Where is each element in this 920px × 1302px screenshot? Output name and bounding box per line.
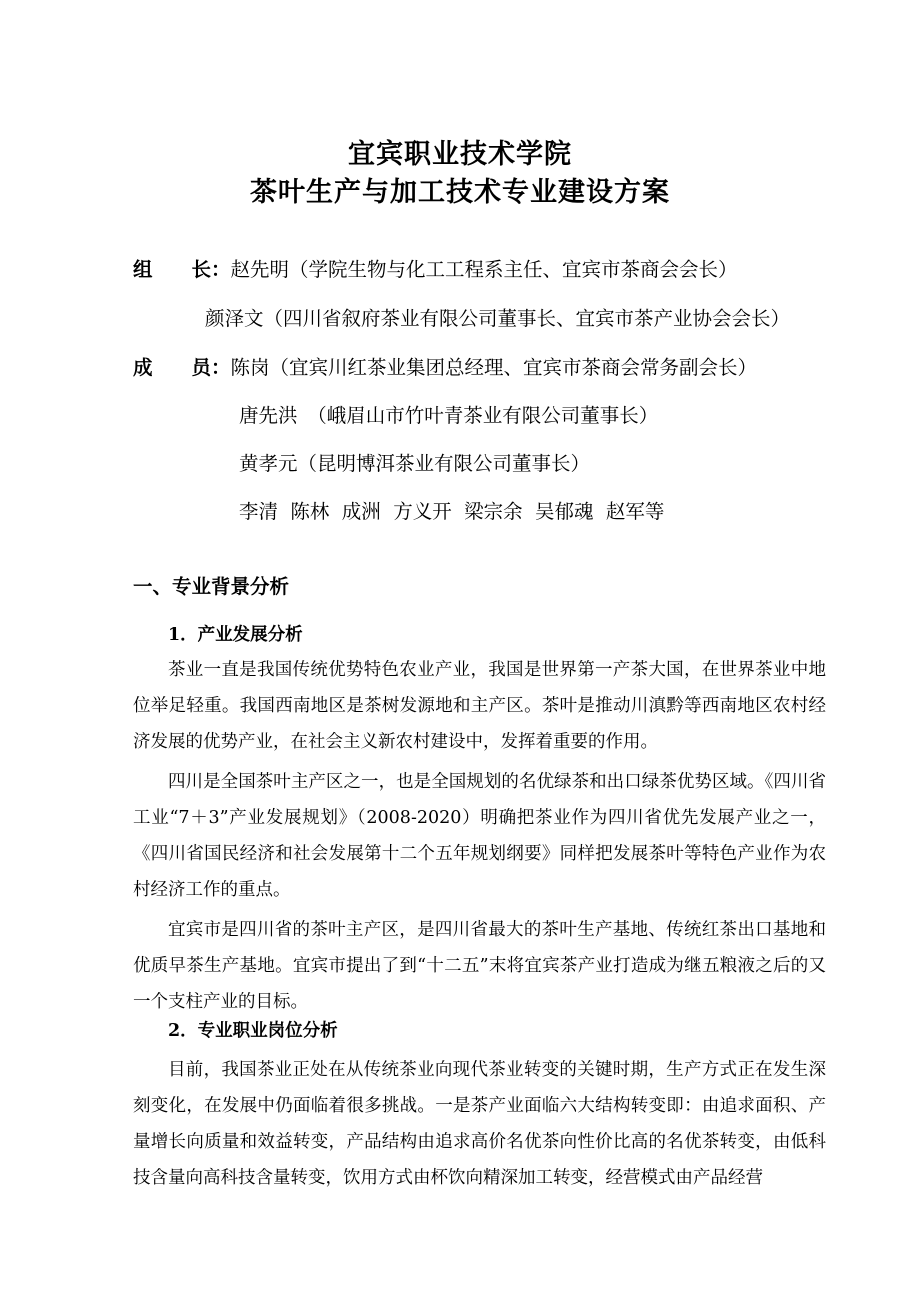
leader-label: 组 长： <box>133 258 231 281</box>
document-title: 宜宾职业技术学院 <box>348 139 572 170</box>
leader-name: 赵先明（学院生物与化工工程系主任、宜宾市茶商会会长） <box>230 258 738 281</box>
sub-heading-industry: 1．产业发展分析 <box>168 625 303 645</box>
paragraph: 四川是全国茶叶主产区之一，也是全国规划的名优绿茶和出口绿茶优势区域。《四川省工业“7＋3”产业发展规划》（2008-2020）明确把茶业作为四川省优先发展产业之一，《四川省国民经济和社会发展第十二个五年规划纲要》同样把发展茶叶等特色产业作为农村经济工作的重点。 <box>133 772 826 900</box>
member-name: 李清 陈林 成洲 方义开 梁宗余 吴郁魂 赵军等 <box>239 500 665 523</box>
member-line-3 <box>239 450 590 478</box>
member-line-4 <box>239 498 664 526</box>
member-label: 成 员： <box>133 356 231 379</box>
paragraph: 茶业一直是我国传统优势特色农业产业，我国是世界第一产茶大国，在世界茶业中地位举足轻重。我国西南地区是茶树发源地和主产区。茶叶是推动川滇黔等西南地区农村经济发展的优势产业，在社会主义新农村建设中，发挥着重要的作用。 <box>133 660 826 752</box>
paragraph: 目前，我国茶业正处在从传统茶业向现代茶业转变的关键时期，生产方式正在发生深刻变化，在发展中仍面临着很多挑战。一是茶产业面临六大结构转变即：由追求面积、产量增长向质量和效益转变，产品结构由追求高价名优茶向性价比高的名优茶转变，由低科技含量向高科技含量转变，饮用方式由杯饮向精深加工转变，经营模式由产品经营 <box>133 1060 826 1188</box>
sub-heading-jobs: 2．专业职业岗位分析 <box>168 1021 338 1041</box>
member-name: 黄孝元（昆明博洱茶业有限公司董事长） <box>239 452 591 475</box>
leader-name: 颜泽文（四川省叙府茶业有限公司董事长、宜宾市茶产业协会会长） <box>205 307 791 330</box>
member-line-1 <box>133 354 757 382</box>
leader-line-1 <box>133 256 738 284</box>
leader-line-2 <box>205 305 790 333</box>
member-line-2 <box>239 402 658 430</box>
document-subtitle: 茶叶生产与加工技术专业建设方案 <box>250 177 670 208</box>
member-name: 陈岗（宜宾川红茶业集团总经理、宜宾市茶商会常务副会长） <box>230 356 758 379</box>
member-name: 唐先洪 （峨眉山市竹叶青茶业有限公司董事长） <box>239 404 659 427</box>
paragraph: 宜宾市是四川省的茶叶主产区，是四川省最大的茶叶生产基地、传统红茶出口基地和优质早茶生产基地。宜宾市提出了到“十二五”末将宜宾茶产业打造成为继五粮液之后的又一个支柱产业的目标。 <box>133 920 826 1012</box>
section-heading: 一、专业背景分析 <box>133 575 290 598</box>
